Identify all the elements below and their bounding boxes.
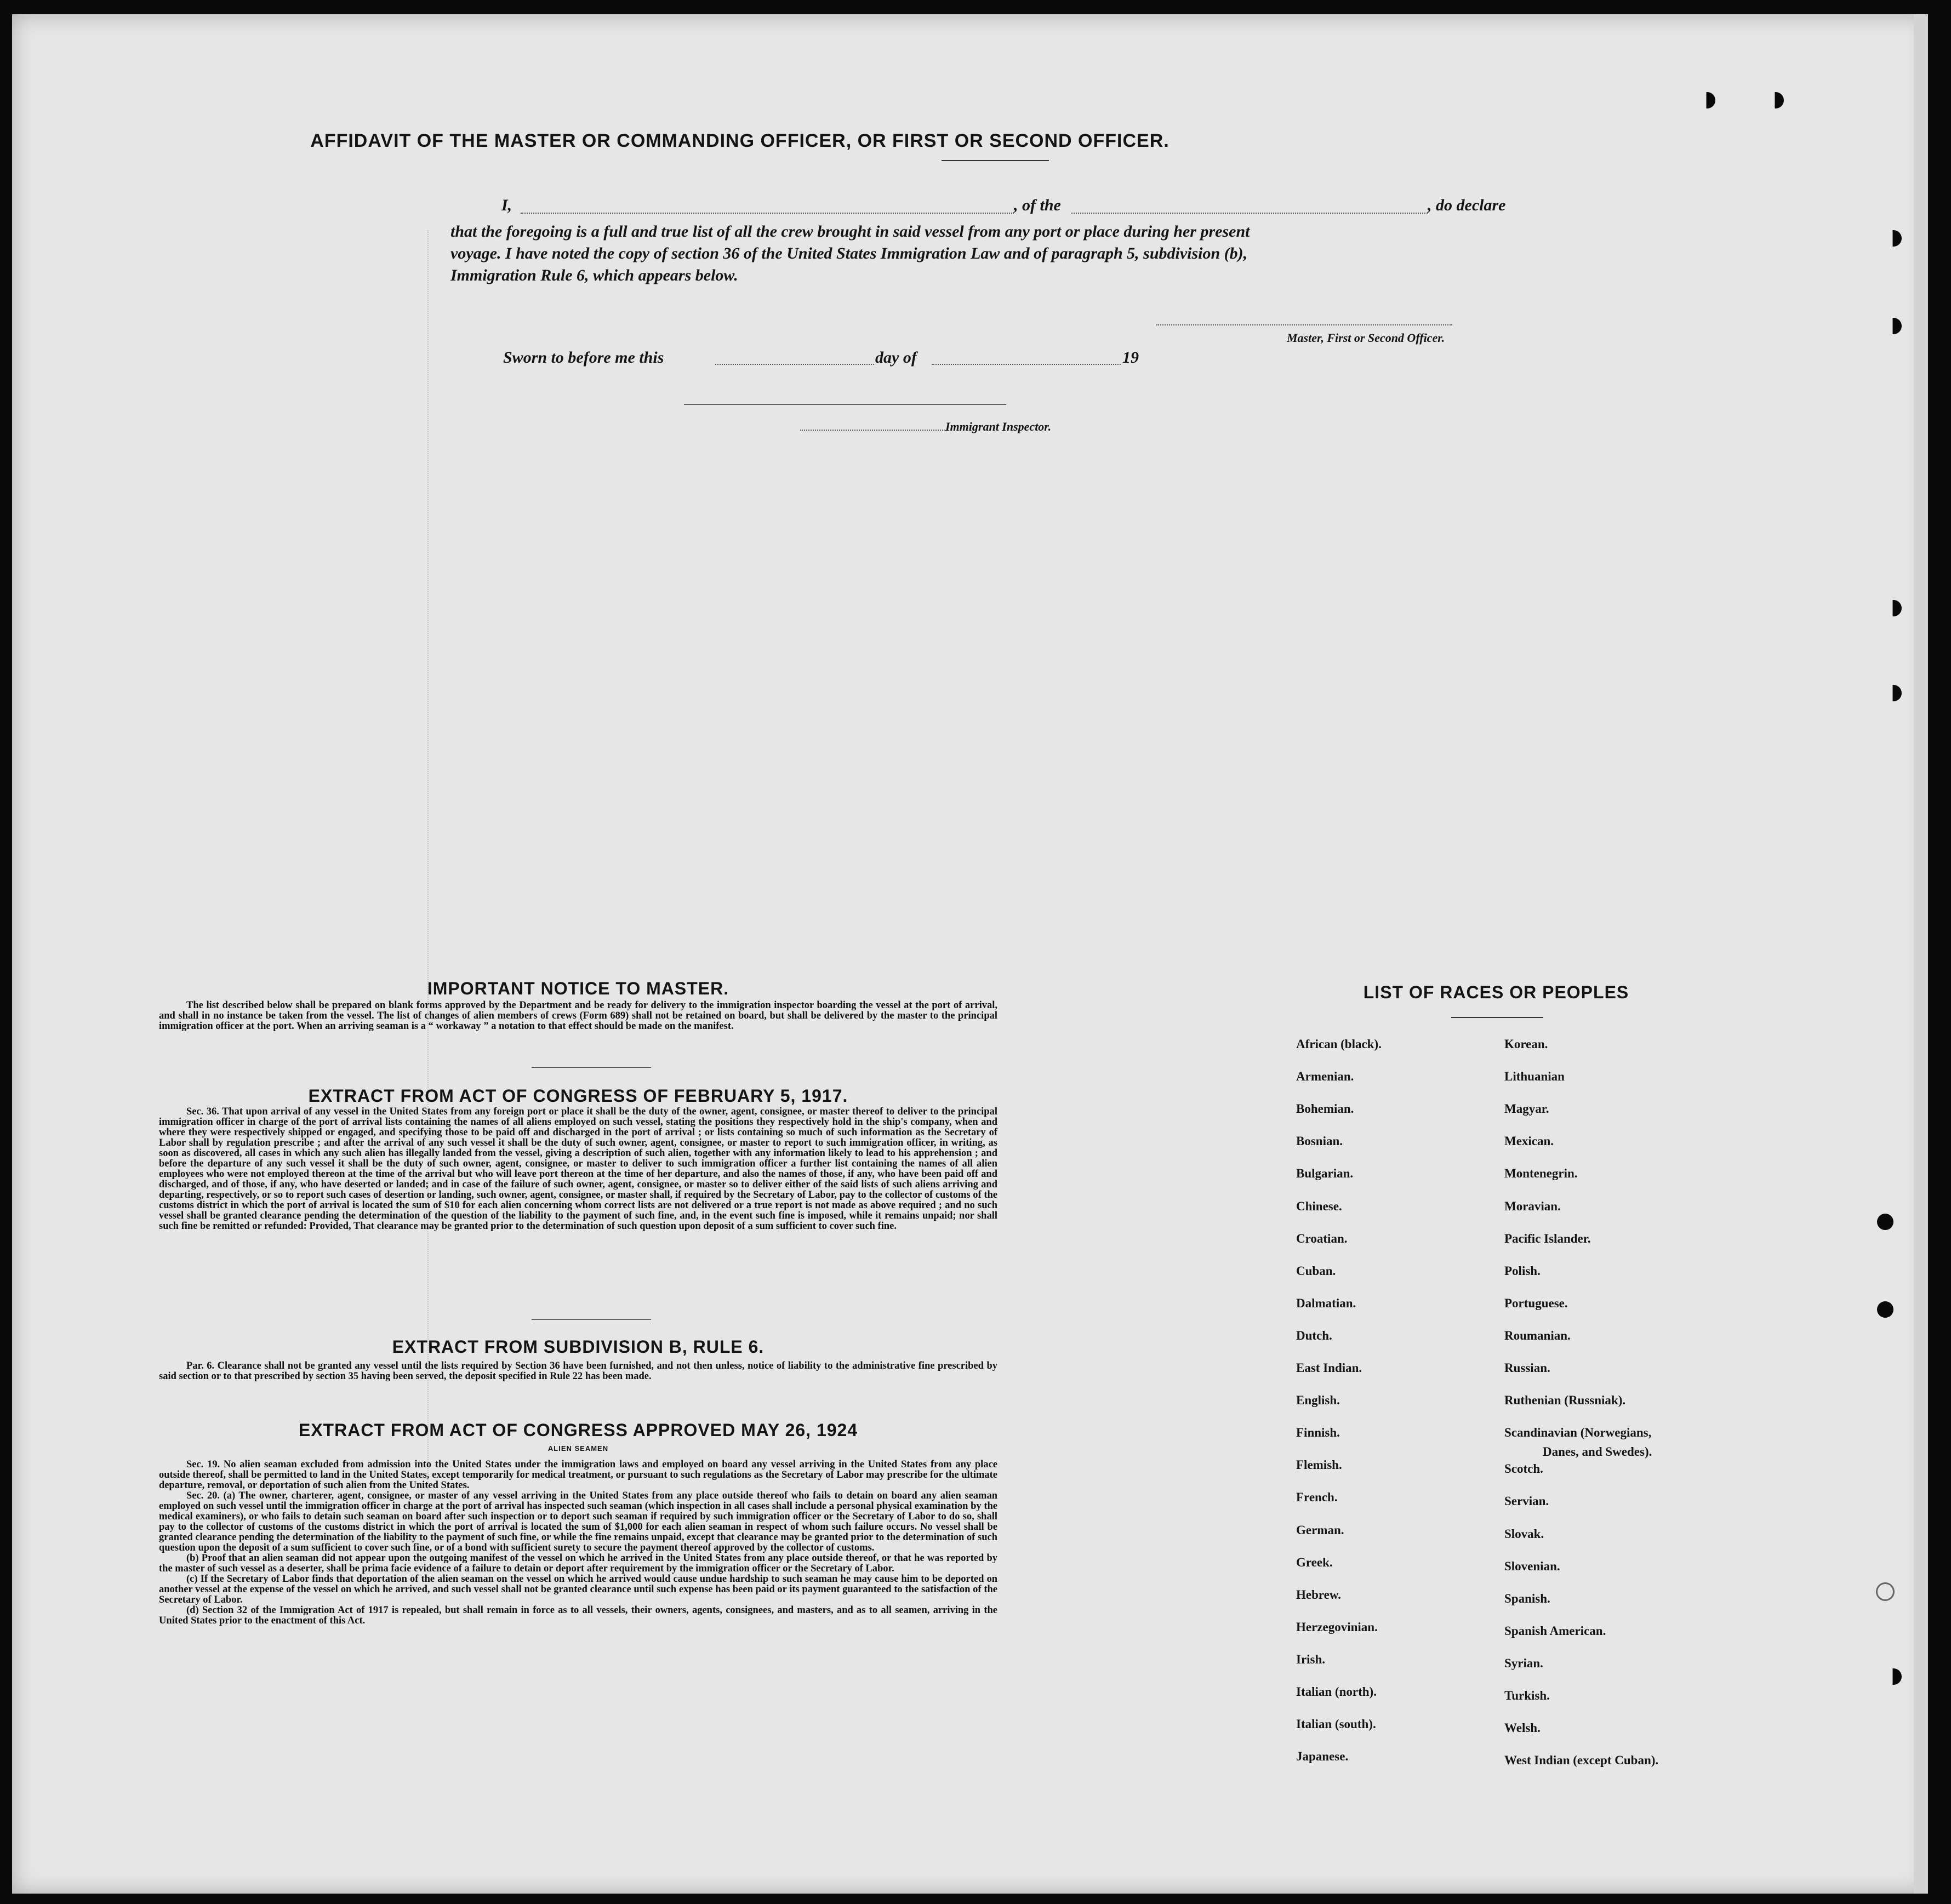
binder-hole-icon — [1876, 1582, 1895, 1601]
affidavit-i-label: I, — [501, 196, 512, 214]
sec20a-text: Sec. 20. (a) The owner, charterer, agent, consignee, or master of any vessel arriving in the United States from any place outside thereof who fails to detain on board any alien seaman employed on such vessel until the immigration officer in charge at the port of arrival has inspected such seaman (which inspection in all cases shall include a personal physical examination by the medical examiners), or who fails to detain such seaman on board after such inspection or to deport such seaman if required by such immigration officer or the Secretary of Labor to do so, shall pay to the collector of customs of the customs district in which the port of arrival is located the sum of $1,000 for each alien seaman in respect of whom such failure occurs. No vessel shall be granted clearance pending the determination of the liability to the payment of such fine, or while the fine remains unpaid, except that clearance may be granted prior to the determination of such question upon the deposit of a sum sufficient to cover such fine, or of a bond with sufficient surety to secure the payment thereof approved by the collector of customs. — [159, 1490, 997, 1553]
race-item: Scotch. — [1504, 1462, 1543, 1476]
race-item: Polish. — [1504, 1264, 1541, 1278]
affidavit-text-line1: that the foregoing is a full and true list of all the crew brought in said vessel from any port or place during her present — [450, 222, 1250, 241]
race-item: Bosnian. — [1296, 1134, 1343, 1148]
race-item: Bohemian. — [1296, 1102, 1354, 1116]
master-signature-line[interactable] — [1156, 324, 1452, 325]
race-item: Portuguese. — [1504, 1296, 1568, 1310]
inspector-caption: Immigrant Inspector. — [945, 420, 1052, 433]
sworn-day-line[interactable] — [715, 364, 874, 365]
race-item: German. — [1296, 1523, 1344, 1537]
sheet-edge — [1914, 14, 1928, 1894]
affidavit-title: AFFIDAVIT OF THE MASTER OR COMMANDING OFFICER, OR FIRST OR SECOND OFFICER. — [310, 130, 1170, 151]
races-title: LIST OF RACES OR PEOPLES — [1363, 982, 1629, 1002]
race-item: Syrian. — [1504, 1656, 1543, 1670]
master-name-line[interactable] — [521, 213, 1014, 214]
affidavit-of-the-label: , of the — [1014, 196, 1061, 214]
affidavit-declare-label: , do declare — [1428, 196, 1506, 214]
day-of-label: day of — [875, 348, 917, 367]
races-divider — [1451, 1017, 1543, 1018]
race-item: Roumanian. — [1504, 1329, 1571, 1342]
extract-1917-section — [159, 1107, 997, 1232]
race-item: Chinese. — [1296, 1199, 1342, 1213]
sec20c-text: (c) If the Secretary of Labor finds that deportation of the alien seaman on the vessel on which he arrived would cause undue hardship to such seaman he may cause him to be deported on another vessel at the expense of the vessel on which he arrived, and such vessel shall not be granted clearance until such expense has been paid or its payment guaranteed to the satisfaction of the Secretary of Labor. — [159, 1574, 997, 1605]
notice-section — [159, 1000, 997, 1032]
race-item: Slovak. — [1504, 1527, 1544, 1541]
race-item: Irish. — [1296, 1653, 1326, 1666]
extract-1917-text: Sec. 36. That upon arrival of any vessel in the United States from any foreign port or place it shall be the duty of the owner, agent, consignee, or master thereof to deliver to the principal immigration officer in charge of the port of arrival lists containing the names of all aliens employed on such vessel, stating the positions they respectively hold in the ship's company, when and where they were respectively shipped or engaged, and specifying those to be paid off and discharged in the port of arrival ; or lists containing so much of such information as the Secretary of Labor shall by regulation prescribe ; and after the arrival of any such vessel it shall be the duty of such owner, agent, consignee, or master to report to such immigration officer, in writing, as soon as discovered, all cases in which any such alien has illegally landed from the vessel, giving a description of such alien, together with any information likely to lead to his apprehension ; and before the departure of any such vessel it shall be the duty of such owner, agent, consignee, or master to deliver to such immigration officer a further list containing the names of all alien employees who were not employed thereon at the time of the arrival but who will leave port thereon at the time of her departure, and also the names of those, if any, who have been paid off and discharged, and of those, if any, who have deserted or landed; and in case of the failure of such owner, agent, consignee, or master so to deliver either of the said lists of such aliens arriving and departing, respectively, or so to report such cases of desertion or landing, such owner, agent, consignee, or master shall, if required by the Secretary of Labor, pay to the collector of customs of the customs district in which the port of arrival is located the sum of $10 for each alien concerning whom correct lists are not delivered or a true report is not made as above required ; and no such vessel shall be granted clearance pending the determination of the question of the liability to the payment of such fine, and, in the event such fine is imposed, while it remains unpaid; nor shall such fine be remitted or refunded: Provided, That clearance may be granted prior to the determination of such question upon deposit of a sum sufficient to cover such fine. — [159, 1106, 997, 1232]
race-item: Spanish American. — [1504, 1624, 1606, 1638]
race-item: Lithuanian — [1504, 1070, 1565, 1083]
extract-1924-subtitle: ALIEN SEAMEN — [547, 1444, 609, 1453]
race-item: Flemish. — [1296, 1458, 1342, 1472]
race-item: Finnish. — [1296, 1426, 1340, 1439]
inspector-signature-line[interactable] — [684, 404, 1006, 405]
rule6-section — [159, 1361, 997, 1382]
race-item: Mexican. — [1504, 1134, 1554, 1148]
race-item: Armenian. — [1296, 1070, 1354, 1083]
inspector-name-line[interactable] — [800, 430, 945, 431]
sec20d-text: (d) Section 32 of the Immigration Act of 1917 is repealed, but shall remain in force as to all vessels, their owners, agents, consignees, and masters, and as to all seamen, arriving in the United States prior to the enactment of this Act. — [159, 1605, 997, 1626]
race-item: Russian. — [1504, 1361, 1550, 1375]
race-item: Italian (south). — [1296, 1717, 1376, 1731]
race-item: Hebrew. — [1296, 1588, 1341, 1602]
race-item: Slovenian. — [1504, 1559, 1560, 1573]
sec19-text: Sec. 19. No alien seaman excluded from admission into the United States under the immigration laws and employed on board any vessel arriving in the United States from any place outside thereof, shall be permitted to land in the United States, except temporarily for medical treatment, or pursuant to such regulations as the Secretary of Labor may prescribe for the ultimate departure, removal, or deportation of such alien from the United States. — [159, 1459, 997, 1491]
notice-title: IMPORTANT NOTICE TO MASTER. — [427, 979, 729, 998]
vessel-name-line[interactable] — [1071, 213, 1428, 214]
race-item: Scandinavian (Norwegians, — [1504, 1426, 1652, 1439]
section-divider — [532, 1319, 651, 1320]
race-item: Dalmatian. — [1296, 1296, 1356, 1310]
extract-1924-section — [159, 1460, 997, 1626]
race-item: Korean. — [1504, 1037, 1548, 1051]
race-item: Spanish. — [1504, 1592, 1550, 1605]
extract-1924-title: EXTRACT FROM ACT OF CONGRESS APPROVED MAY 26, 1924 — [298, 1420, 858, 1440]
race-item: Danes, and Swedes). — [1543, 1445, 1652, 1459]
race-item: Dutch. — [1296, 1329, 1332, 1342]
race-item: Servian. — [1504, 1494, 1549, 1508]
notice-text: The list described below shall be prepared on blank forms approved by the Department and be ready for delivery to the immigration inspector boarding the vessel at the port of arrival, and shall in no instance be taken from the vessel. The list of changes of alien members of crews (Form 689) shall not be retained on board, but shall be delivered by the master to the principal immigration officer at the port. When an arriving seaman is a “ workaway ” a notation to that effect should be made on the manifest. — [159, 1000, 997, 1032]
extract-1917-title: EXTRACT FROM ACT OF CONGRESS OF FEBRUARY 5, 1917. — [308, 1086, 848, 1106]
race-item: Herzegovinian. — [1296, 1620, 1378, 1634]
race-item: Bulgarian. — [1296, 1167, 1354, 1180]
bleed-through-mark — [729, 66, 733, 86]
title-divider — [942, 160, 1049, 161]
bleed-through-ruling — [427, 230, 429, 1490]
affidavit-text-line3: Immigration Rule 6, which appears below. — [450, 266, 738, 284]
sworn-label: Sworn to before me this — [503, 348, 664, 367]
rule6-text: Par. 6. Clearance shall not be granted any vessel until the lists required by Section 36 have been furnished, and not then unless, notice of liability to the administrative fine prescribed by said section or to that prescribed by section 35 having been served, the deposit specified in Rule 22 has been made. — [159, 1360, 997, 1382]
race-item: Cuban. — [1296, 1264, 1336, 1278]
year-prefix: 19 — [1122, 348, 1139, 367]
sec20b-text: (b) Proof that an alien seaman did not appear upon the outgoing manifest of the vessel on which he arrived in the United States from any place outside thereof, or that he was reported by the master of such vessel as a deserter, shall be prima facie evidence of a failure to detain or deport after requirement by the immigration officer or the Secretary of Labor. — [159, 1553, 997, 1574]
race-item: Montenegrin. — [1504, 1167, 1578, 1180]
race-item: East Indian. — [1296, 1361, 1362, 1375]
race-item: Greek. — [1296, 1556, 1333, 1569]
race-item: Italian (north). — [1296, 1685, 1377, 1699]
race-item: Croatian. — [1296, 1232, 1348, 1245]
race-item: English. — [1296, 1393, 1340, 1407]
master-caption: Master, First or Second Officer. — [1287, 331, 1445, 345]
affidavit-text-line2: voyage. I have noted the copy of section 36 of the United States Immigration Law and of paragraph 5, subdivision (b), — [450, 244, 1248, 262]
race-item: Magyar. — [1504, 1102, 1549, 1116]
binder-hole-icon — [1877, 1301, 1893, 1318]
race-item: Welsh. — [1504, 1721, 1541, 1735]
section-divider — [532, 1067, 651, 1068]
rule6-title: EXTRACT FROM SUBDIVISION B, RULE 6. — [392, 1337, 765, 1357]
race-item: African (black). — [1296, 1037, 1382, 1051]
sworn-month-line[interactable] — [932, 364, 1121, 365]
race-item: Ruthenian (Russniak). — [1504, 1393, 1626, 1407]
race-item: Japanese. — [1296, 1749, 1349, 1763]
race-item: Turkish. — [1504, 1689, 1550, 1702]
race-item: Moravian. — [1504, 1199, 1561, 1213]
race-item: West Indian (except Cuban). — [1504, 1753, 1659, 1767]
race-item: Pacific Islander. — [1504, 1232, 1591, 1245]
binder-hole-icon — [1877, 1214, 1893, 1230]
race-item: French. — [1296, 1490, 1338, 1504]
